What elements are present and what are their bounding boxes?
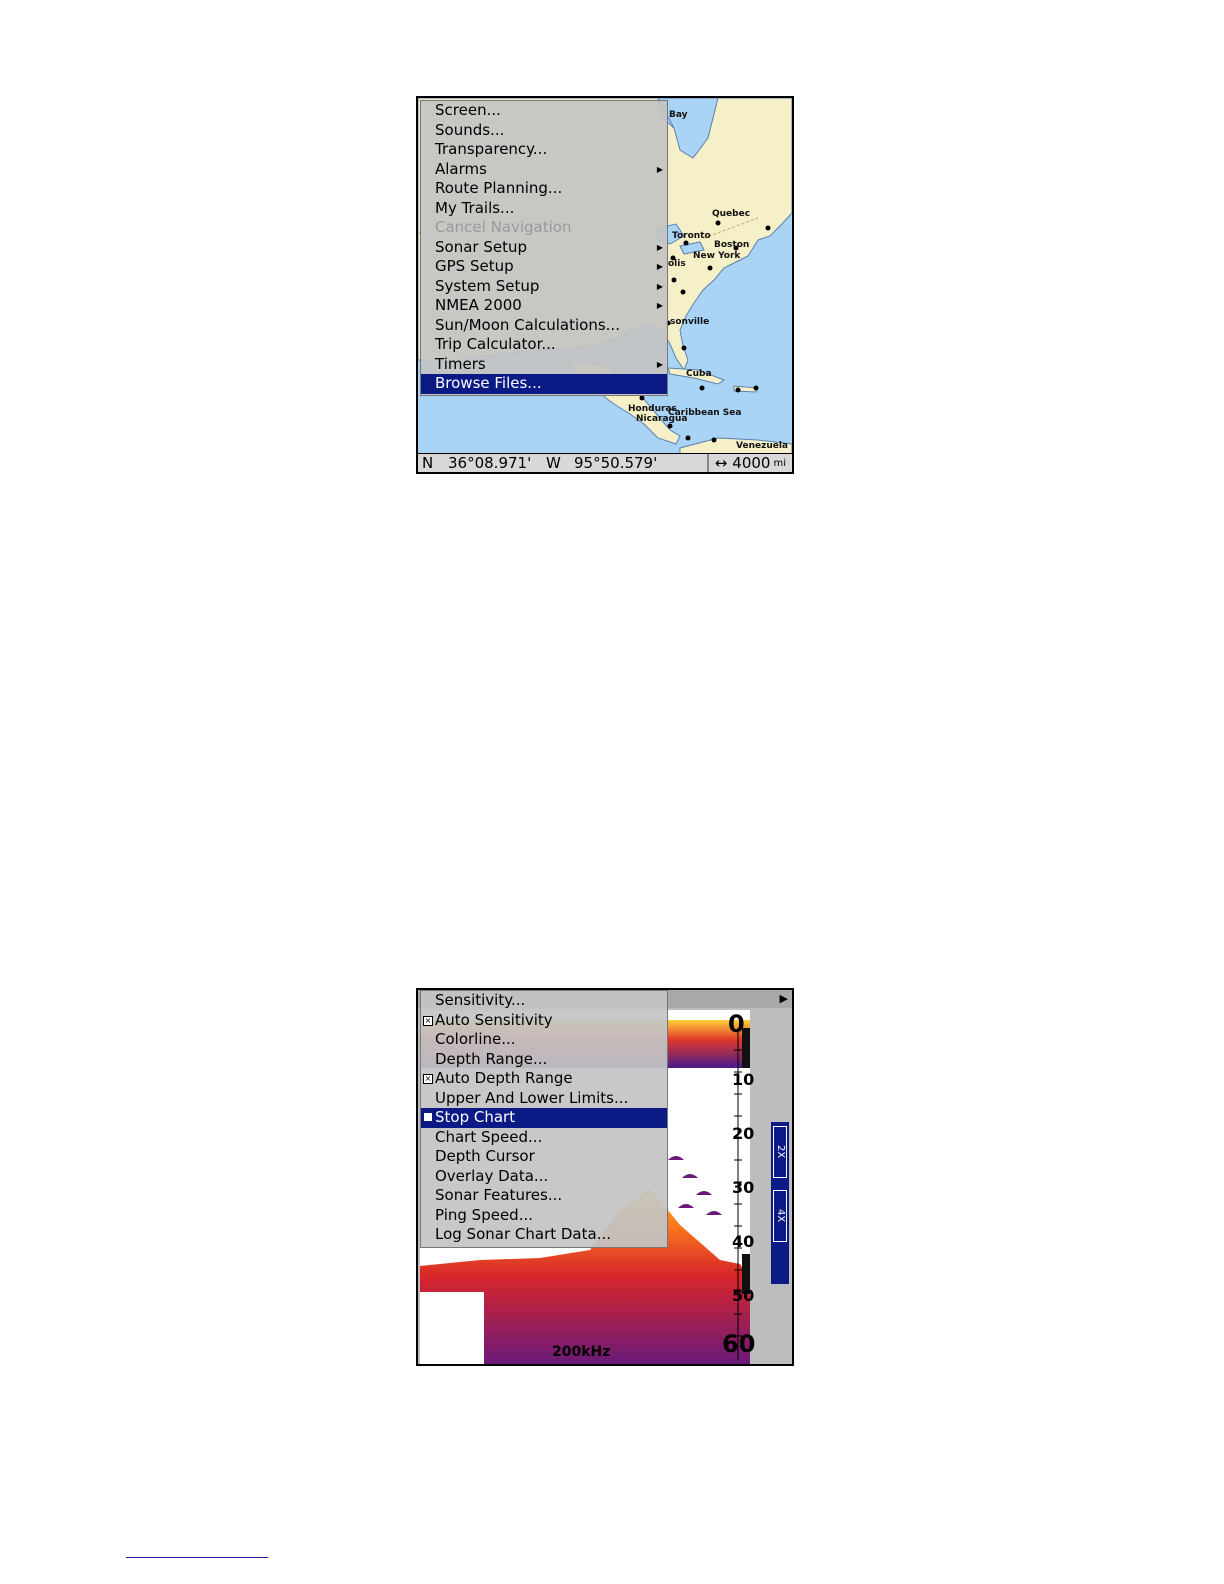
menu-item-label: Upper And Lower Limits... [435,1088,629,1107]
range-value: 4000 [732,454,771,472]
longitude-value: 95°50.579' [574,454,658,472]
menu-item-depth-cursor[interactable] [421,1147,667,1167]
menu-item-label: Trip Calculator... [435,335,556,353]
submenu-arrow-icon: ▶ [656,242,663,252]
menu-item-label: Chart Speed... [435,1127,543,1146]
submenu-arrow-icon: ▶ [656,281,663,291]
latitude-value: 36°08.971' [448,454,532,472]
footnote-rule [126,1557,268,1558]
menu-item-gps-setup[interactable] [421,257,667,277]
checked-checkbox-icon[interactable]: × [424,1015,432,1025]
menu-item-label: Auto Sensitivity [435,1010,553,1029]
menu-item-label: Sonar Features... [435,1186,563,1204]
menu-item-sounds[interactable] [421,121,667,141]
submenu-arrow-icon: ▶ [656,262,663,271]
submenu-arrow-icon: ▶ [656,301,663,310]
menu-item-label: Transparency... [435,140,548,158]
city-label-boston: Boston [714,240,750,250]
menu-item-label: Browse Files... [435,374,542,392]
menu-item-chart-speed[interactable] [421,1128,667,1148]
menu-item-label: System Setup [435,276,540,295]
map-screen [416,96,794,474]
menu-item-cancel-navigation [421,218,667,238]
range-arrow-icon: ↔ [714,454,728,472]
city-label-olis: olis [668,259,686,269]
city-label-new-york: New York [693,251,741,261]
depth-label-60: 60 [722,1330,756,1358]
menu-item-label: Ping Speed... [435,1205,534,1224]
city-label-toronto: Toronto [672,231,711,241]
main-menu [420,100,668,396]
menu-item-label: My Trails... [435,198,515,217]
sonar-screen [416,988,794,1366]
menu-item-transparency[interactable] [421,140,667,160]
city-label-jacksonville: sonville [670,317,710,327]
menu-item-auto-sensitivity[interactable] [421,1011,667,1031]
menu-item-label: Depth Cursor [435,1147,535,1165]
menu-item-my-trails[interactable] [421,199,667,219]
checked-checkbox-icon[interactable]: × [424,1074,432,1083]
city-label-nicaragua: Nicaragua [636,414,688,424]
frequency-label: 200kHz [552,1344,611,1360]
menu-item-sensitivity[interactable] [421,991,667,1011]
menu-item-ping-speed[interactable] [421,1206,667,1226]
menu-item-label: Alarms [435,159,487,178]
depth-label-10: 10 [732,1070,755,1089]
menu-item-label: Sun/Moon Calculations... [435,315,620,334]
zoom-bar [771,1122,789,1284]
city-label-venezuela: Venezuela [736,441,788,451]
menu-item-sonar-features[interactable] [421,1186,667,1206]
menu-item-screen[interactable] [421,101,667,121]
menu-item-label: Sensitivity... [435,991,526,1009]
menu-item-label: Cancel Navigation [435,218,572,236]
menu-item-upper-and-lower-limits[interactable] [421,1089,667,1109]
menu-item-label: Screen... [435,101,501,119]
menu-item-system-setup[interactable] [421,277,667,297]
menu-item-label: Sounds... [435,120,505,139]
menu-item-colorline[interactable] [421,1030,667,1050]
menu-item-trip-calculator[interactable] [421,335,667,355]
map-range [707,454,792,472]
menu-item-label: Colorline... [435,1030,516,1048]
depth-label-20: 20 [732,1124,755,1143]
menu-item-depth-range[interactable] [421,1050,667,1070]
menu-item-auto-depth-range[interactable] [421,1069,667,1089]
submenu-arrow-icon: ▶ [656,164,663,174]
menu-item-route-planning[interactable] [421,179,667,199]
menu-item-label: GPS Setup [435,257,514,275]
menu-item-label: Route Planning... [435,179,563,197]
menu-item-log-sonar-chart-data[interactable] [421,1225,667,1245]
menu-item-label: Stop Chart [435,1108,516,1126]
menu-item-nmea-2000[interactable] [421,296,667,316]
play-arrow-icon[interactable]: ▶ [779,992,788,1005]
menu-item-stop-chart[interactable] [421,1108,667,1128]
menu-item-timers[interactable] [421,355,667,375]
menu-item-sonar-setup[interactable] [421,238,667,258]
menu-item-label: Log Sonar Chart Data... [435,1225,612,1243]
city-label-cuba: Cuba [686,369,712,379]
sonar-menu [420,990,668,1248]
depth-label-40: 40 [732,1232,755,1251]
zoom-2x-button[interactable]: 2X [773,1126,787,1178]
city-label-honduras: Honduras [628,404,677,414]
depth-label-50: 50 [732,1286,755,1305]
menu-item-label: Sonar Setup [435,237,527,256]
menu-item-overlay-data[interactable] [421,1167,667,1187]
depth-label-30: 30 [732,1178,755,1197]
menu-item-label: NMEA 2000 [435,296,522,314]
menu-item-label: Timers [435,354,486,373]
submenu-arrow-icon: ▶ [656,359,663,369]
city-label-bay: Bay [669,110,688,120]
city-label-caribbean-sea: Caribbean Sea [668,408,742,418]
longitude-hemisphere: W [546,454,561,472]
range-unit: mi [773,457,786,469]
zoom-4x-button[interactable]: 4X [773,1190,787,1242]
menu-item-label: Depth Range... [435,1049,548,1068]
unchecked-box-icon[interactable] [424,1113,432,1121]
menu-item-label: Overlay Data... [435,1166,549,1185]
menu-item-browse-files[interactable] [421,374,667,394]
depth-label-0: 0 [728,1010,745,1038]
latitude-hemisphere: N [422,454,434,472]
menu-item-alarms[interactable] [421,160,667,180]
map-status-bar [418,453,792,472]
menu-item-sun-moon-calculations[interactable] [421,316,667,336]
city-label-quebec: Quebec [712,209,751,219]
menu-item-label: Auto Depth Range [435,1069,573,1087]
